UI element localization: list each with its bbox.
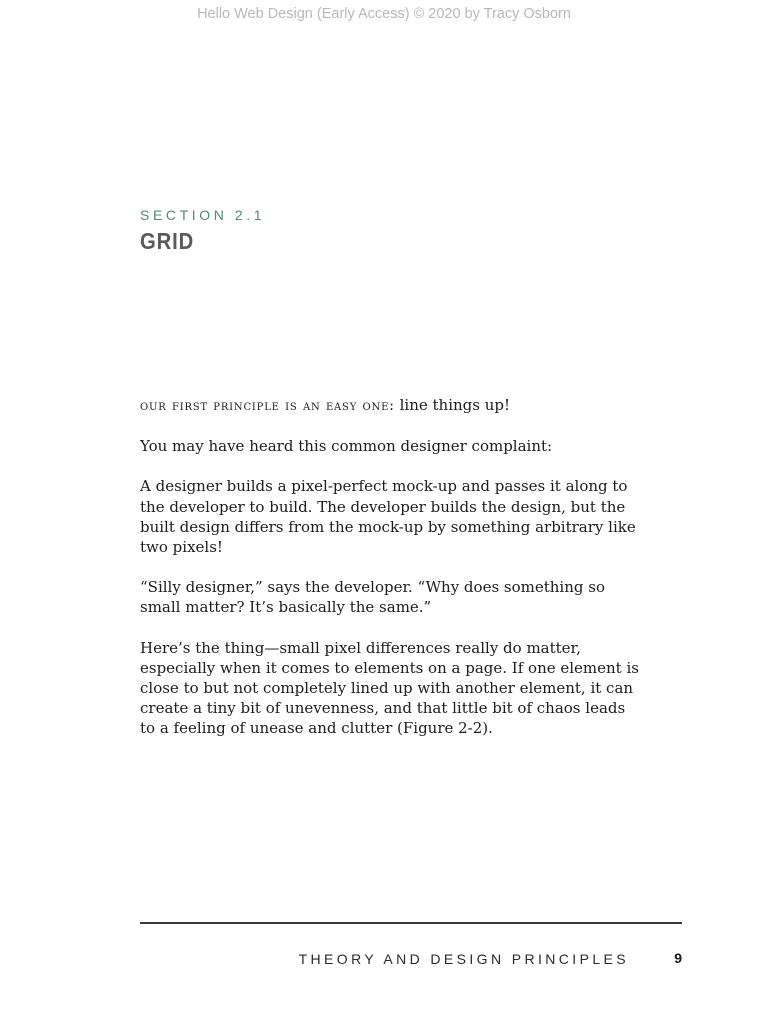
section-label: SECTION 2.1 bbox=[140, 207, 266, 223]
section-title: GRID bbox=[140, 228, 195, 254]
lead-in-small-caps: our first principle is an easy one: bbox=[140, 398, 395, 414]
body-paragraph: A designer builds a pixel-perfect mock-up and passes it along to the developer to build. The developer builds the design, but the built design differs from the mock-up by something arbitrary like two pixels! bbox=[140, 477, 636, 557]
lead-paragraph bbox=[140, 395, 640, 416]
lead-in-rest: line things up! bbox=[394, 396, 511, 414]
footer-divider bbox=[140, 922, 682, 924]
body-text bbox=[140, 395, 640, 759]
body-paragraph: You may have heard this common designer complaint: bbox=[140, 437, 553, 456]
body-paragraph: “Silly designer,” says the developer. “Why does something so small matter? It’s basically the same.” bbox=[140, 578, 605, 617]
page-number: 9 bbox=[674, 950, 682, 966]
watermark-text: Hello Web Design (Early Access) © 2020 by Tracy Osborn bbox=[197, 6, 571, 22]
footer-chapter-title: THEORY AND DESIGN PRINCIPLES bbox=[298, 951, 629, 967]
body-paragraph: Here’s the thing—small pixel differences really do matter, especially when it comes to elements on a page. If one element is close to but not completely lined up with another element, it can create a tiny bit of unevenness, and that little bit of chaos leads to a feeling of unease and clutter (Figure 2-2). bbox=[140, 638, 639, 738]
